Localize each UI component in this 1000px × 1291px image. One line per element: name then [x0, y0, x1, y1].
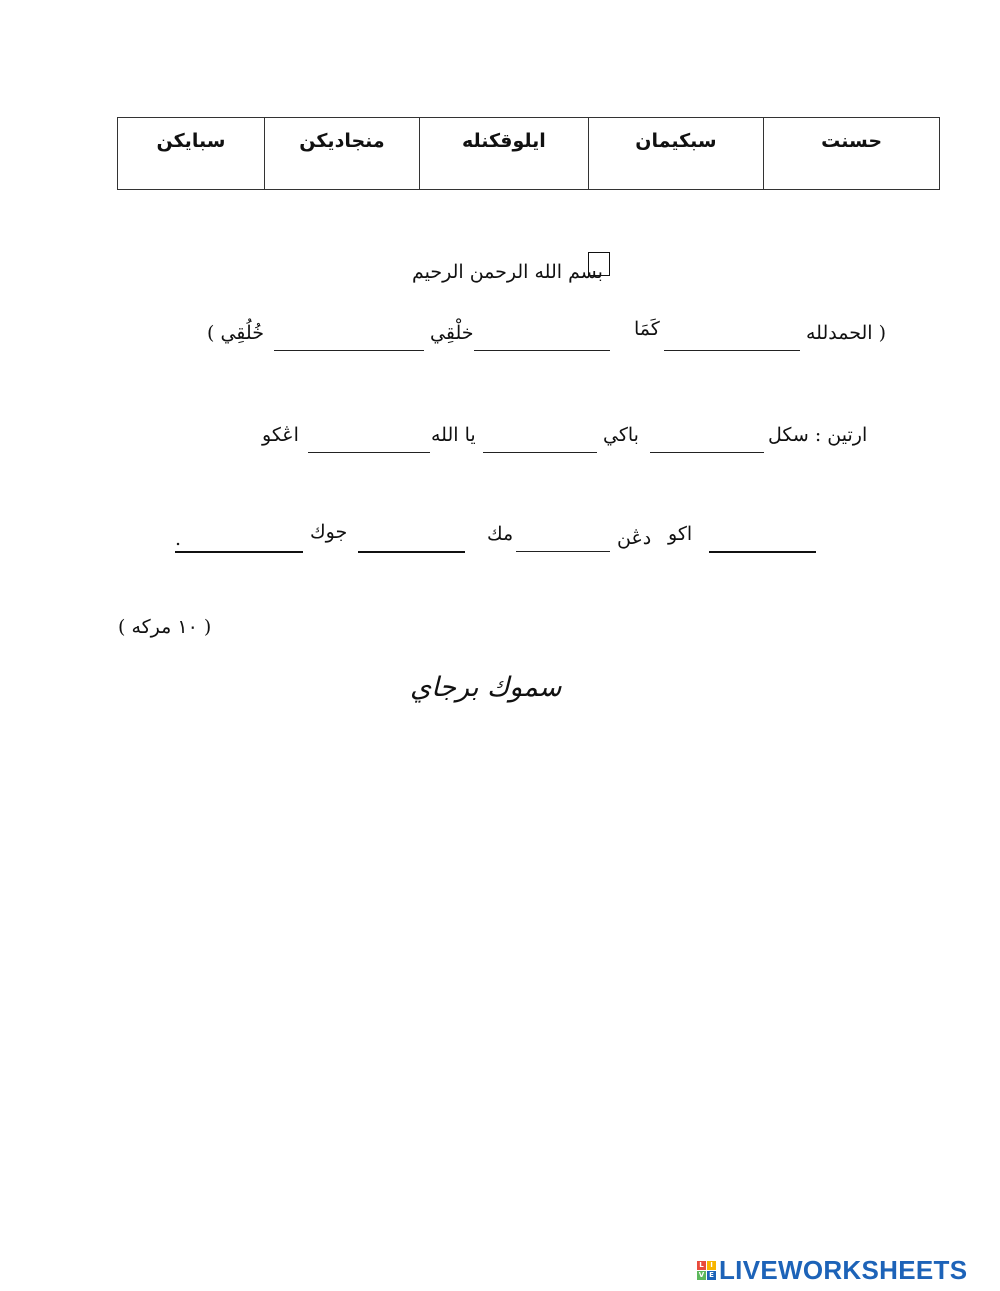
blank-1[interactable]: [664, 350, 800, 351]
line2-word-baki: باكي: [603, 424, 639, 446]
line2-word-engkau: اڠكو: [262, 424, 299, 446]
logo-tile: V: [698, 1270, 705, 1279]
line1-word-khalqi: خلْقِي: [430, 322, 474, 344]
marks-label: ( ١٠ مركه ): [118, 616, 212, 638]
blank-3[interactable]: [274, 350, 424, 351]
blank-4[interactable]: [650, 452, 764, 453]
line3-word-aku: اكو: [668, 523, 693, 545]
word-bank-cell: ايلوقكنله: [420, 118, 589, 190]
liveworksheets-icon: [697, 1261, 716, 1280]
line3-word-dengan: دڠن: [617, 527, 652, 549]
line1-close-text: خُلُقِي ): [207, 322, 264, 344]
blank-2[interactable]: [474, 350, 610, 351]
word-bank-cell: منجاديكن: [264, 118, 419, 190]
line1-word-kama: كَمَا: [634, 318, 660, 340]
blank-8[interactable]: [516, 551, 610, 552]
logo-tile: L: [697, 1261, 706, 1270]
line1-open-text: ( الحمدلله: [806, 322, 887, 344]
liveworksheets-logo[interactable]: [697, 1254, 968, 1285]
word-bank-row: [118, 118, 940, 190]
line3-word-juga: جوك: [310, 521, 348, 543]
signature-text: سموك برجاي: [410, 672, 562, 703]
blank-10[interactable]: [175, 551, 303, 553]
blank-5[interactable]: [483, 452, 597, 453]
bismillah-text: بسم الله الرحمن الرحيم: [412, 261, 603, 283]
line2-word-yaallah: يا الله: [431, 424, 476, 446]
blank-9[interactable]: [358, 551, 465, 553]
word-bank-cell: سبايكن: [118, 118, 265, 190]
line2-label-text: ارتين : سكل: [768, 424, 868, 446]
logo-tile: I: [707, 1261, 716, 1270]
word-bank-cell: سبكيمان: [588, 118, 763, 190]
line3-period: .: [175, 528, 182, 550]
line3-word-maka: مك: [487, 523, 514, 545]
logo-tile: E: [707, 1271, 716, 1280]
word-bank-table: [117, 117, 940, 190]
blank-6[interactable]: [308, 452, 430, 453]
word-bank-cell: حسنت: [764, 118, 940, 190]
liveworksheets-text: LIVEWORKSHEETS: [719, 1254, 968, 1285]
blank-7[interactable]: [709, 551, 816, 553]
